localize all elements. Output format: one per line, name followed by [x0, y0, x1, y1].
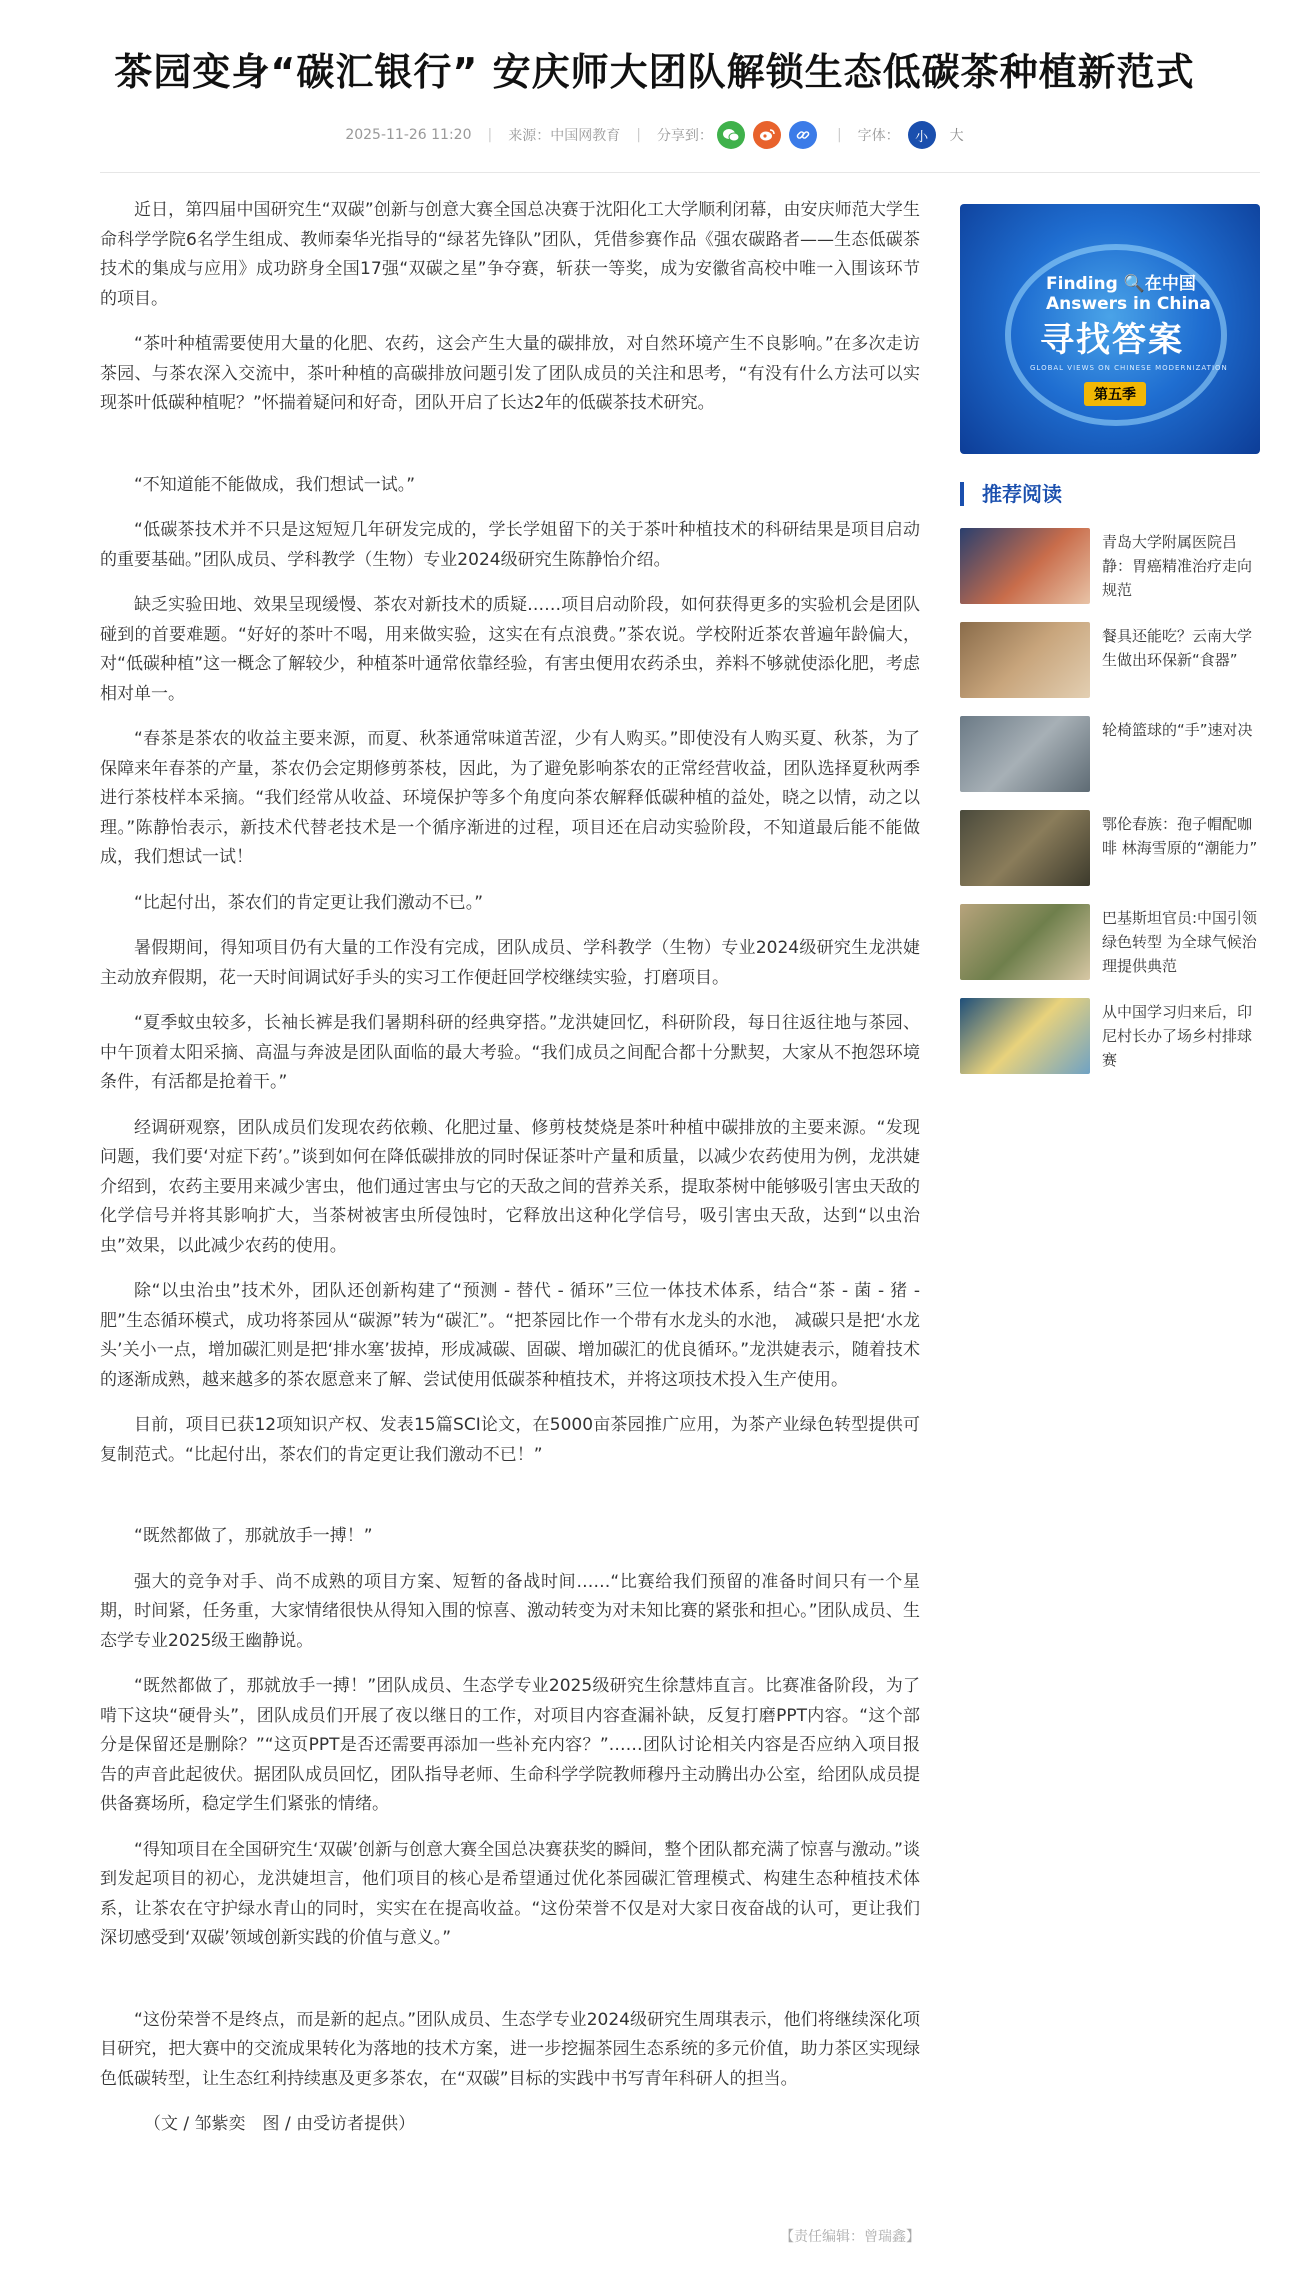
- recommend-list: [960, 528, 1260, 1074]
- font-label: 字体：: [857, 128, 900, 144]
- section-heading-quote: “不知道能不能做成，我们想试一试。”: [134, 474, 416, 495]
- recommend-thumbnail[interactable]: [960, 528, 1090, 604]
- recommend-item[interactable]: [960, 622, 1260, 698]
- recommend-thumbnail[interactable]: [960, 998, 1090, 1074]
- banner-subtitle: GLOBAL VIEWS ON CHINESE MODERNIZATION: [1030, 364, 1228, 372]
- divider: |: [636, 127, 641, 143]
- paragraph: 缺乏实验田地、效果呈现缓慢、茶农对新技术的质疑……项目启动阶段，如何获得更多的实验机会是团队碰到的首要难题。“好好的茶叶不喝，用来做实验，这实在有点浪费。”茶农说。学校附近茶农普遍年龄偏大，对“低碳种植”这一概念了解较少，种植茶叶通常依靠经验，有害虫便用农药杀虫，养料不够就使添化肥，考虑相对单一。: [100, 595, 920, 704]
- recommend-link[interactable]: 轮椅篮球的“手”速对决: [1102, 721, 1253, 739]
- weibo-share-icon[interactable]: [753, 121, 781, 149]
- section-heading-quote: “比起付出，茶农们的肯定更让我们激动不已。”: [134, 892, 484, 913]
- font-small-button[interactable]: 小: [908, 121, 936, 149]
- paragraph: “春茶是茶农的收益主要来源，而夏、秋茶通常味道苦涩，少有人购买。”即使没有人购买夏、秋茶，为了保障来年春茶的产量，茶农仍会定期修剪茶枝，因此，为了避免影响茶农的正常经营收益，团队选择夏秋两季进行茶枝样本采摘。“我们经常从收益、环境保护等多个角度向茶农解释低碳种植的益处，晓之以情，动之以理。”陈静怡表示，新技术代替老技术是一个循序渐进的过程，项目还在启动实验阶段，不知道最后能不能做成，我们想试一试！: [100, 729, 920, 867]
- paragraph: “既然都做了，那就放手一搏！”团队成员、生态学专业2025级研究生徐慧炜直言。比赛准备阶段，为了啃下这块“硬骨头”，团队成员们开展了夜以继日的工作，对项目内容查漏补缺，反复打磨PPT内容。“这个部分是保留还是删除？”“这页PPT是否还需要再添加一些补充内容？”……团队讨论相关内容是否应纳入项目报告的声音此起彼伏。据团队成员回忆，团队指导老师、生命科学学院教师穆丹主动腾出办公室，给团队成员提供备赛场所，稳定学生们紧张的情绪。: [100, 1676, 920, 1814]
- banner-english-title: Finding 🔍在中国 Answers in China: [1046, 274, 1211, 314]
- paragraph: 暑假期间，得知项目仍有大量的工作没有完成，团队成员、学科教学（生物）专业2024级研究生龙洪婕主动放弃假期，花一天时间调试好手头的实习工作便赶回学校继续实验，打磨项目。: [100, 938, 920, 988]
- recommend-thumbnail[interactable]: [960, 904, 1090, 980]
- share-label: 分享到：: [656, 128, 713, 144]
- sidebar: [960, 204, 1260, 1092]
- font-big-button[interactable]: 大: [949, 128, 964, 144]
- recommend-item[interactable]: [960, 998, 1260, 1074]
- article-meta: [0, 118, 1309, 152]
- finding-answers-banner[interactable]: [960, 204, 1260, 454]
- byline: （文 / 邹紫奕 图 / 由受访者提供）: [144, 2114, 416, 2134]
- link-share-icon[interactable]: [789, 121, 817, 149]
- recommend-link[interactable]: 餐具还能吃？云南大学生做出环保新“食器”: [1102, 627, 1253, 669]
- recommend-link[interactable]: 从中国学习归来后，印尼村长办了场乡村排球赛: [1102, 1003, 1253, 1069]
- recommend-item[interactable]: [960, 528, 1260, 604]
- recommend-link[interactable]: 巴基斯坦官员:中国引领绿色转型 为全球气候治理提供典范: [1102, 909, 1258, 975]
- paragraph: “得知项目在全国研究生‘双碳’创新与创意大赛全国总决赛获奖的瞬间，整个团队都充满了惊喜与激动。”谈到发起项目的初心，龙洪婕坦言，他们项目的核心是希望通过优化茶园碳汇管理模式、构建生态种植技术体系，让茶农在守护绿水青山的同时，实实在在提高收益。“这份荣誉不仅是对大家日夜奋战的认可，更让我们深切感受到‘双碳’领域创新实践的价值与意义。”: [100, 1839, 920, 1948]
- divider: |: [836, 127, 842, 143]
- recommend-item[interactable]: [960, 810, 1260, 886]
- paragraph: “这份荣誉不是终点，而是新的起点。”团队成员、生态学专业2024级研究生周琪表示，他们将继续深化项目研究，把大赛中的交流成果转化为落地的技术方案，进一步挖掘茶园生态系统的多元价值，助力茶区实现绿色低碳转型，让生态红利持续惠及更多茶农，在“双碳”目标的实践中书写青年科研人的担当。: [100, 2009, 920, 2089]
- publish-date: 2025-11-26 11:20: [345, 127, 472, 143]
- divider: |: [487, 127, 493, 143]
- responsible-editor: 【责任编辑：曾瑞鑫】: [780, 2229, 920, 2245]
- source-label: 来源：中国网教育: [508, 128, 621, 144]
- header-divider: [100, 172, 1260, 173]
- banner-chinese-title: 寻找答案: [1040, 320, 1184, 360]
- article-body: [100, 196, 920, 2156]
- recommend-thumbnail[interactable]: [960, 810, 1090, 886]
- banner-season-badge: 第五季: [1084, 382, 1146, 406]
- recommend-item[interactable]: [960, 716, 1260, 792]
- paragraph: 近日，第四届中国研究生“双碳”创新与创意大赛全国总决赛于沈阳化工大学顺利闭幕，由安庆师范大学生命科学学院6名学生组成、教师秦华光指导的“绿茗先锋队”团队，凭借参赛作品《强农碳路者——生态低碳茶技术的集成与应用》成功跻身全国17强“双碳之星”争夺赛，斩获一等奖，成为安徽省高校中唯一入围该环节的项目。: [100, 200, 920, 309]
- paragraph: 目前，项目已获12项知识产权、发表15篇SCI论文，在5000亩茶园推广应用，为茶产业绿色转型提供可复制范式。“比起付出，茶农们的肯定更让我们激动不已！”: [100, 1415, 920, 1465]
- recommend-thumbnail[interactable]: [960, 716, 1090, 792]
- paragraph: 除“以虫治虫”技术外，团队还创新构建了“预测 - 替代 - 循环”三位一体技术体系，结合“茶 - 菌 - 猪 - 肥”生态循环模式，成功将茶园从“碳源”转为“碳汇”。“把茶园比作一个带有水龙头的水池， 减碳只是把‘水龙头’关小一点，增加碳汇则是把‘排水塞’拔掉，形成减碳、固碳、增加碳汇的优良循环。”龙洪婕表示，随着技术的逐渐成熟，越来越多的茶农愿意来了解、尝试使用低碳茶种植技术，并将这项技术投入生产使用。: [100, 1281, 920, 1390]
- paragraph: 经调研观察，团队成员们发现农药依赖、化肥过量、修剪枝焚烧是茶叶种植中碳排放的主要来源。“发现问题，我们要‘对症下药’。”谈到如何在降低碳排放的同时保证茶叶产量和质量，以减少农药使用为例，龙洪婕介绍到，农药主要用来减少害虫，他们通过害虫与它的天敌之间的营养关系，提取茶树中能够吸引害虫天敌的化学信号并将其影响扩大，当茶树被害虫所侵蚀时，它释放出这种化学信号，吸引害虫天敌，达到“以虫治虫”效果，以此减少农药的使用。: [100, 1117, 920, 1256]
- paragraph: “夏季蚊虫较多，长袖长裤是我们暑期科研的经典穿搭。”龙洪婕回忆，科研阶段，每日往返往地与茶园、中午顶着太阳采摘、高温与奔波是团队面临的最大考验。“我们成员之间配合都十分默契，大家从不抱怨环境条件，有活都是抢着干。”: [100, 1013, 920, 1092]
- wechat-share-icon[interactable]: [717, 121, 745, 149]
- recommend-link[interactable]: 青岛大学附属医院吕静：胃癌精准治疗走向规范: [1102, 533, 1253, 599]
- recommend-thumbnail[interactable]: [960, 622, 1090, 698]
- paragraph: “低碳茶技术并不只是这短短几年研发完成的，学长学姐留下的关于茶叶种植技术的科研结果是项目启动的重要基础。”团队成员、学科教学（生物）专业2024级研究生陈静怡介绍。: [100, 520, 920, 570]
- section-heading-quote: “既然都做了，那就放手一搏！”: [134, 1526, 373, 1546]
- article-title: 茶园变身“碳汇银行” 安庆师大团队解锁生态低碳茶种植新范式: [114, 50, 1195, 94]
- recommend-heading: 推荐阅读: [960, 482, 1260, 506]
- recommend-link[interactable]: 鄂伦春族：孢子帽配咖啡 林海雪原的“潮能力”: [1102, 815, 1258, 857]
- recommend-item[interactable]: [960, 904, 1260, 980]
- paragraph: “茶叶种植需要使用大量的化肥、农药，这会产生大量的碳排放，对自然环境产生不良影响。”在多次走访茶园、与茶农深入交流中，茶叶种植的高碳排放问题引发了团队成员的关注和思考，“有没有什么方法可以实现茶叶低碳种植呢？”怀揣着疑问和好奇，团队开启了长达2年的低碳茶技术研究。: [100, 334, 920, 413]
- paragraph: 强大的竞争对手、尚不成熟的项目方案、短暂的备战时间……“比赛给我们预留的准备时间只有一个星期，时间紧，任务重，大家情绪很快从得知入围的惊喜、激动转变为对未知比赛的紧张和担心。”团队成员、生态学专业2025级王幽静说。: [100, 1571, 920, 1651]
